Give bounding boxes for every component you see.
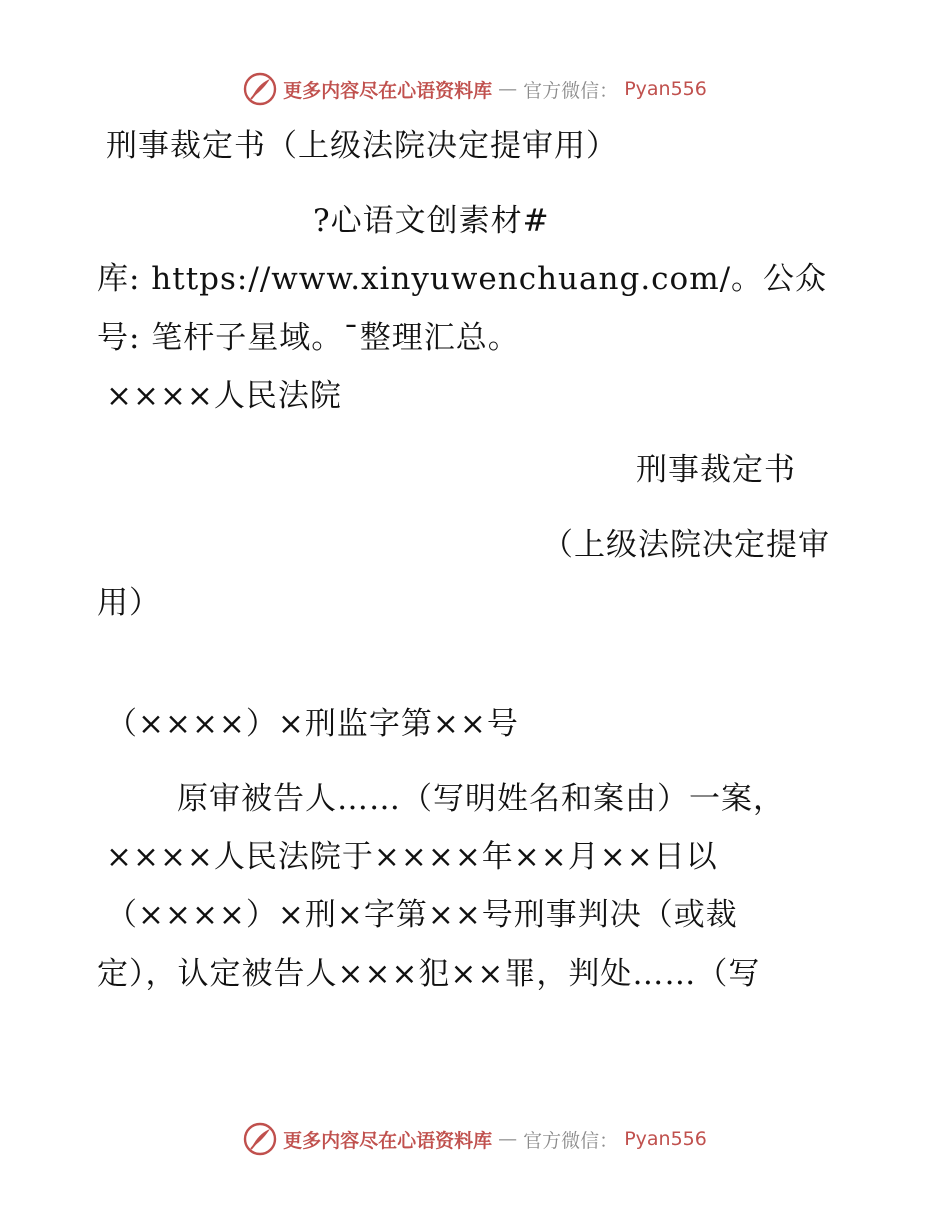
banner-dash: — <box>498 1128 518 1150</box>
header-banner <box>0 72 950 106</box>
document-title: 刑事裁定书（上级法院决定提审用） <box>106 128 618 164</box>
ruling-subheading: （上级法院决定提审 <box>542 527 830 563</box>
ruling-heading: 刑事裁定书 <box>636 452 796 488</box>
footer-banner <box>0 1122 950 1156</box>
banner-wechat-id: Pyan556 <box>624 78 707 100</box>
banner-main-text: 更多内容尽在心语资料库 <box>283 1129 493 1152</box>
banner-official-label: 官方微信： <box>523 79 619 102</box>
banner-wechat-id: Pyan556 <box>624 1128 707 1150</box>
ruling-subheading-cont: 用） <box>97 585 161 621</box>
banner-official-label: 官方微信： <box>523 1129 619 1152</box>
source-line-2: 库: https://www.xinyuwenchuang.com/。公众 <box>97 261 828 297</box>
source-line-1: ?心语文创素材# <box>313 203 550 239</box>
body-paragraph-line-4: 定），认定被告人×××犯××罪，判处……（写 <box>97 956 761 992</box>
source-line-3: 号: 笔杆子星域。¯整理汇总。 <box>97 320 520 356</box>
body-paragraph-line-2: ××××人民法院于××××年××月××日以 <box>106 839 718 875</box>
case-number: （××××）×刑监字第××号 <box>106 706 519 742</box>
body-paragraph-line-3: （××××）×刑×字第××号刑事判决（或裁 <box>106 897 738 933</box>
feather-pen-logo-icon <box>243 72 277 106</box>
feather-pen-logo-icon <box>243 1122 277 1156</box>
banner-main-text: 更多内容尽在心语资料库 <box>283 79 493 102</box>
court-name: ××××人民法院 <box>106 378 342 414</box>
body-paragraph-line-1: 原审被告人……（写明姓名和案由）一案， <box>177 781 785 817</box>
banner-dash: — <box>498 78 518 100</box>
